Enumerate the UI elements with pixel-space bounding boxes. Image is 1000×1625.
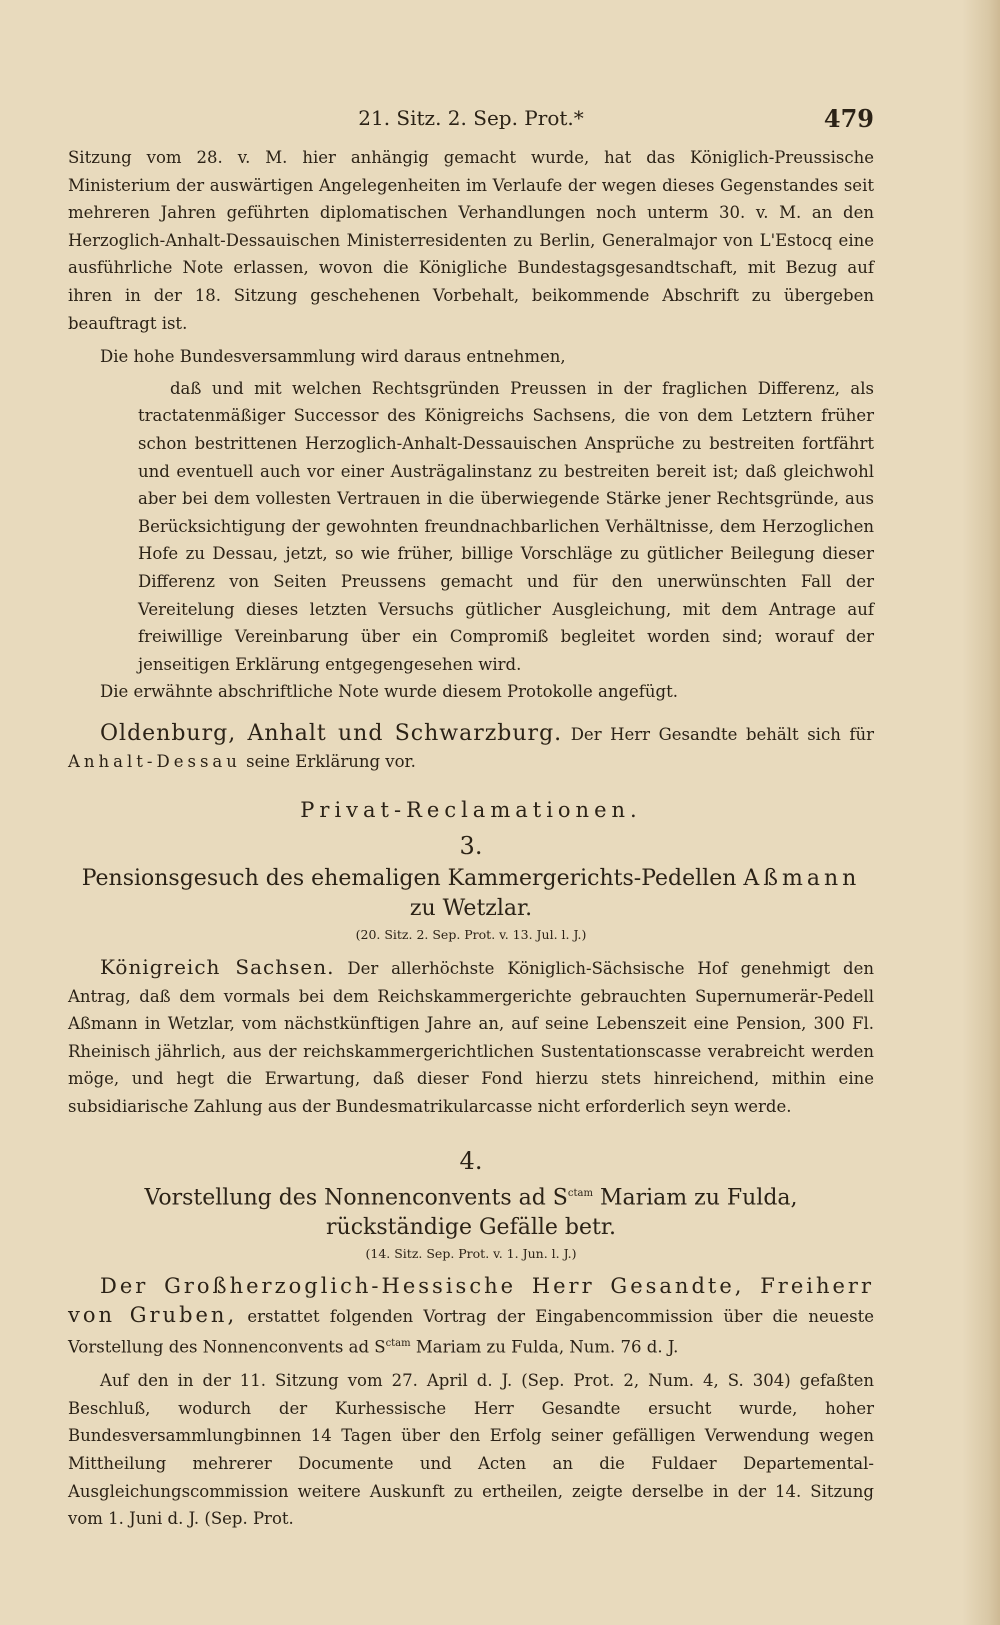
- item-3-reference: (20. Sitz. 2. Sep. Prot. v. 13. Jul. l. J.): [355, 927, 587, 943]
- paragraph-5: [68, 720, 874, 776]
- page-header: [68, 104, 874, 144]
- item-4-lead: Der Großherzoglich-Hessische Herr Gesandte, Freiherr von Gruben,: [68, 1273, 874, 1327]
- item-3-number: 3.: [459, 832, 483, 861]
- paragraph-2: Die hohe Bundesversammlung wird daraus entnehmen,: [100, 347, 566, 367]
- states-heading: Oldenburg, Anhalt und Schwarzburg.: [100, 720, 563, 746]
- quoted-note-summary: daß und mit welchen Rechtsgründen Preussen in der fraglichen Differenz, als tractatenmäßiger Successor des Königreichs Sachsens, die von dem Letztern früher schon bestrittenen Herzoglich-Anhalt-Dessauischen Ansprüche zu bestreiten fortfährt und eventuell auch vor einer Austrägalinstanz zu bestreiten bereit ist; daß gleichwohl aber bei dem vollesten Vertrauen in die überwiegende Stärke jener Rechtsgründe, aus Berücksichtigung der gewohnten freundnachbarlichen Verhältnisse, dem Herzoglichen Hofe zu Dessau, jetzt, so wie früher, billige Vorschläge zu gütlicher Beilegung dieser Differenz von Seiten Preussens gemacht und für den unerwünschten Fall der Vereitelung dieses letzten Versuchs gütlicher Ausgleichung, mit dem Antrage auf freiwillige Vereinbarung über ein Compromiß begleitet worden sind; worauf der jenseitigen Erklärung entgegengesehen wird.: [138, 378, 874, 674]
- item-4-body-sup: ctam: [385, 1338, 411, 1350]
- paragraph-5-text: Der Herr Gesandte behält sich für: [570, 724, 874, 744]
- item-4-title-sup: ctam: [567, 1187, 593, 1199]
- page-edge-shadow: [962, 0, 1000, 1625]
- page-content: [68, 104, 874, 1533]
- item-3-title-b: zu Wetzlar.: [409, 896, 533, 922]
- state-name: Anhalt-Dessau: [68, 752, 241, 772]
- page-number: 479: [823, 104, 874, 133]
- item-3-lead: Königreich Sachsen.: [100, 955, 335, 980]
- section-title: Privat-Reclamationen.: [300, 798, 642, 823]
- item-4-title-a: Vorstellung des Nonnenconvents ad S: [144, 1184, 568, 1210]
- item-4-body-b: Mariam zu Fulda, Num. 76 d. J.: [415, 1337, 679, 1357]
- item-4-text: [68, 1273, 874, 1361]
- item-4-number: 4.: [459, 1146, 483, 1175]
- item-3-text: [68, 954, 874, 1121]
- paragraph-5-end: seine Erklärung vor.: [246, 752, 416, 772]
- item-4-body-a: erstattet folgenden Vortrag der Eingabencommission über die neueste Vorstellung des Nonnenconvents ad S: [68, 1306, 874, 1357]
- item-4-title: [68, 1179, 874, 1243]
- item-3-title-a: Pensionsgesuch des ehemaligen Kammergerichts-Pedellen: [81, 866, 737, 892]
- item-3-title: [68, 864, 874, 924]
- item-3-title-name: Aßmann: [743, 866, 861, 892]
- item-4-reference: (14. Sitz. Sep. Prot. v. 1. Jun. l. J.): [365, 1245, 577, 1261]
- item-3-body: Der allerhöchste Königlich-Sächsische Hof genehmigt den Antrag, daß dem vormals bei dem Reichskammergerichte gebrauchten Supernumerär-Pedell Aßmann in Wetzlar, vom nächstkünftigen Jahre an, auf seine Lebenszeit eine Pension, 300 Fl. Rheinisch jährlich, aus der reichskammergerichtlichen Sustentationscasse verabreicht werden möge, und hegt die Erwartung, daß dieser Fond hierzu stets hinreichend, mithin eine subsidiarische Zahlung aus der Bundesmatrikularcasse nicht erforderlich seyn werde.: [68, 959, 874, 1117]
- item-4-text-2: Auf den in der 11. Sitzung vom 27. April d. J. (Sep. Prot. 2, Num. 4, S. 304) gefaßten Beschluß, wodurch der Kurhessische Herr Gesandte ersucht wurde, hoher Bundesversammlungbinnen 14 Tagen über den Erfolg seiner gefälligen Verwendung wegen Mittheilung mehrerer Documente und Acten an die Fuldaer Departemental-Ausgleichungscommission weitere Auskunft zu ertheilen, zeigte derselbe in der 14. Sitzung vom 1. Juni d. J. (Sep. Prot.: [68, 1371, 874, 1529]
- running-title: 21. Sitz. 2. Sep. Prot.*: [358, 106, 584, 130]
- paragraph-4: Die erwähnte abschriftliche Note wurde diesem Protokolle angefügt.: [100, 682, 678, 702]
- paragraph-1: Sitzung vom 28. v. M. hier anhängig gemacht wurde, hat das Königlich-Preussische Ministerium der auswärtigen Angelegenheiten im Verlaufe der wegen dieses Gegenstandes seit mehreren Jahren geführten diplomatischen Verhandlungen noch unterm 30. v. M. an den Herzoglich-Anhalt-Dessauischen Ministerresidenten zu Berlin, Generalmajor von L'Estocq eine ausführliche Note erlassen, wovon die Königliche Bundestagsgesandtschaft, mit Bezug auf ihren in der 18. Sitzung geschehenen Vorbehalt, beikommende Abschrift zu übergeben beauftragt ist.: [68, 148, 874, 333]
- item-4-title-b: Mariam zu Fulda, rückständige Gefälle betr.: [326, 1184, 798, 1240]
